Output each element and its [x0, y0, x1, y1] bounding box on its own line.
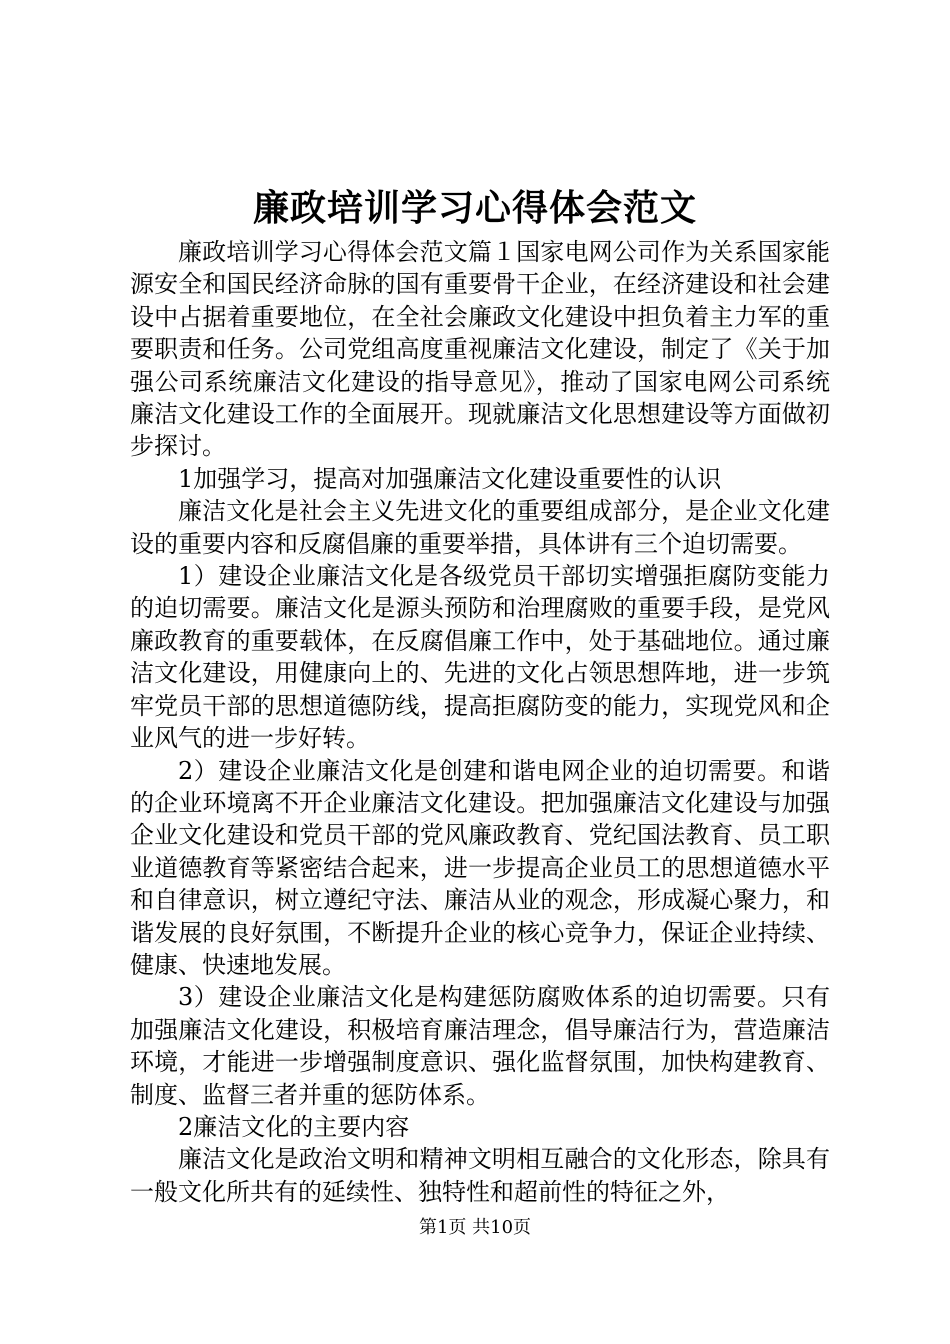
- paragraph-overview: 廉洁文化是社会主义先进文化的重要组成部分，是企业文化建设的重要内容和反腐倡廉的重要举措，具体讲有三个迫切需要。: [130, 497, 830, 558]
- paragraph-content: 廉洁文化是政治文明和精神文明相互融合的文化形态，除具有一般文化所共有的延续性、独特性和超前性的特征之外，: [130, 1145, 830, 1206]
- paragraph-intro: 廉政培训学习心得体会范文篇１国家电网公司作为关系国家能源安全和国民经济命脉的国有重要骨干企业，在经济建设和社会建设中占据着重要地位，在全社会廉政文化建设中担负着主力军的重要职责和任务。公司党组高度重视廉洁文化建设，制定了《关于加强公司系统廉洁文化建设的指导意见》，推动了国家电网公司系统廉洁文化建设工作的全面展开。现就廉洁文化思想建设等方面做初步探讨。: [130, 238, 830, 461]
- document-title: 廉政培训学习心得体会范文: [252, 187, 697, 229]
- page-footer: 第1页 共10页: [418, 1217, 532, 1238]
- paragraph-point-1: 1）建设企业廉洁文化是各级党员干部切实增强拒腐防变能力的迫切需要。廉洁文化是源头预防和治理腐败的重要手段，是党风廉政教育的重要载体，在反腐倡廉工作中，处于基础地位。通过廉洁文化建设，用健康向上的、先进的文化占领思想阵地，进一步筑牢党员干部的思想道德防线，提高拒腐防变的能力，实现党风和企业风气的进一步好转。: [130, 562, 830, 753]
- section-heading-1: 1加强学习，提高对加强廉洁文化建设重要性的认识: [178, 464, 722, 493]
- paragraph-point-2: 2）建设企业廉洁文化是创建和谐电网企业的迫切需要。和谐的企业环境离不开企业廉洁文化建设。把加强廉洁文化建设与加强企业文化建设和党员干部的党风廉政教育、党纪国法教育、员工职业道德教育等紧密结合起来，进一步提高企业员工的思想道德水平和自律意识，树立遵纪守法、廉洁从业的观念，形成凝心聚力，和谐发展的良好氛围，不断提升企业的核心竞争力，保证企业持续、健康、快速地发展。: [130, 756, 830, 979]
- section-heading-2: 2廉洁文化的主要内容: [178, 1112, 410, 1141]
- document-body: [130, 236, 830, 1208]
- paragraph-point-3: 3）建设企业廉洁文化是构建惩防腐败体系的迫切需要。只有加强廉洁文化建设，积极培育廉洁理念，倡导廉洁行为，营造廉洁环境，才能进一步增强制度意识、强化监督氛围，加快构建教育、制度、监督三者并重的惩防体系。: [130, 983, 830, 1109]
